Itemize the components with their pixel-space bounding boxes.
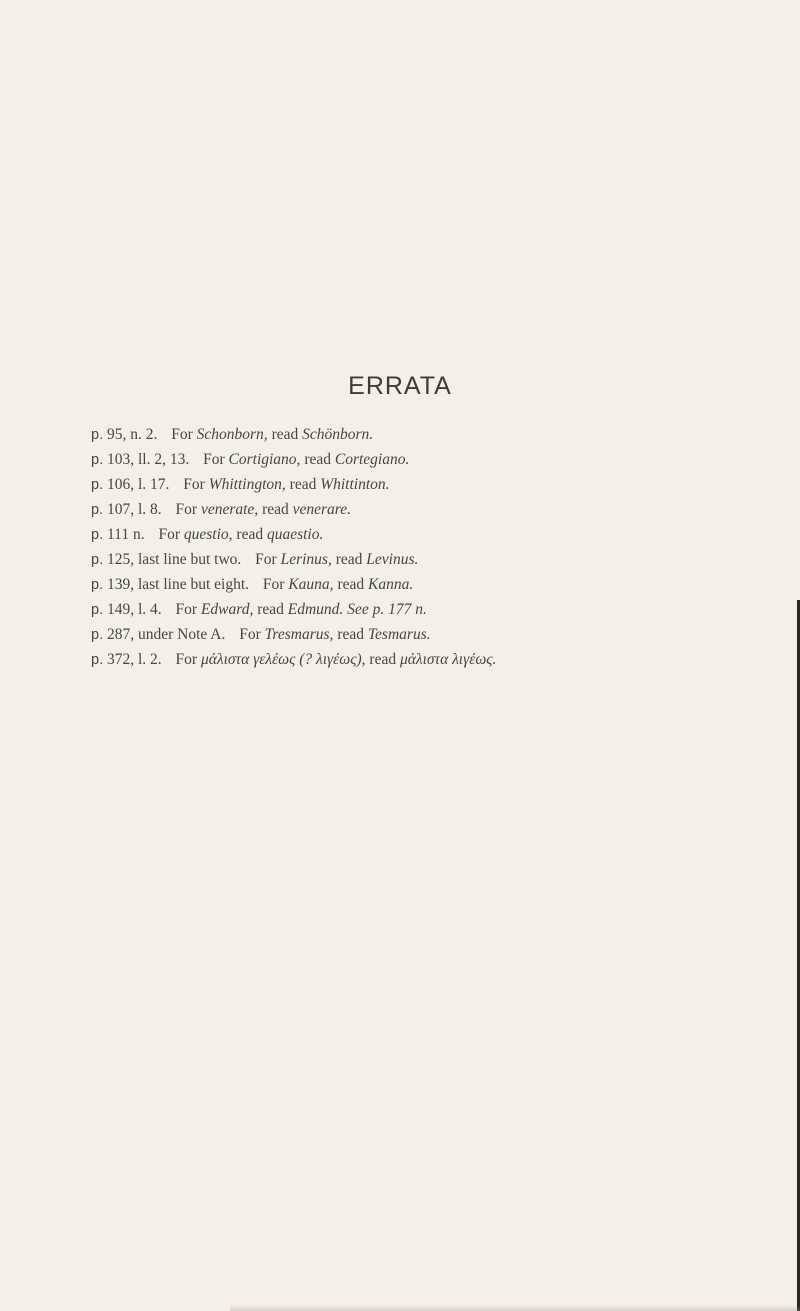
read-label: read bbox=[271, 426, 299, 443]
correct-reading: Kanna. bbox=[367, 576, 414, 593]
errata-entry bbox=[91, 472, 796, 497]
page-bottom-shadow bbox=[230, 1305, 800, 1311]
read-label: read bbox=[369, 651, 397, 668]
for-label: For bbox=[183, 476, 205, 493]
read-label: read bbox=[262, 501, 289, 518]
for-label: For bbox=[255, 551, 277, 568]
page-abbrev: p. bbox=[91, 452, 104, 468]
correct-reading: Edmund. bbox=[287, 601, 344, 618]
page-abbrev: p. bbox=[91, 577, 104, 593]
correct-reading: Whittinton. bbox=[320, 476, 390, 493]
correct-reading: Tesmarus. bbox=[367, 626, 431, 643]
location-ref: 287, under Note A. bbox=[106, 626, 226, 643]
read-label: read bbox=[337, 626, 364, 643]
errata-entry bbox=[91, 572, 796, 597]
page-abbrev: p. bbox=[91, 427, 104, 443]
location-ref: 95, n. 2. bbox=[106, 426, 158, 443]
wrong-reading: questio, bbox=[183, 526, 233, 543]
correct-reading: quaestio. bbox=[266, 526, 324, 543]
wrong-reading: Kauna, bbox=[288, 576, 334, 593]
errata-list bbox=[91, 422, 796, 672]
for-label: For bbox=[175, 651, 198, 668]
correct-reading: Schönborn. bbox=[302, 426, 374, 443]
correct-reading: venerare. bbox=[292, 501, 351, 518]
errata-entry bbox=[91, 622, 796, 647]
wrong-reading: Lerinus, bbox=[280, 551, 332, 568]
errata-entry bbox=[91, 647, 796, 672]
location-ref: 111 n. bbox=[106, 526, 145, 543]
location-ref: 107, l. 8. bbox=[106, 501, 162, 518]
page-abbrev: p. bbox=[91, 502, 104, 518]
errata-entry bbox=[91, 447, 796, 472]
read-label: read bbox=[236, 526, 264, 543]
wrong-reading: Whittington, bbox=[208, 476, 286, 493]
for-label: For bbox=[239, 626, 261, 643]
page-abbrev: p. bbox=[91, 602, 104, 618]
errata-entry bbox=[91, 547, 796, 572]
location-ref: 125, last line but two. bbox=[106, 551, 242, 568]
for-label: For bbox=[175, 601, 198, 618]
location-ref: 139, last line but eight. bbox=[106, 576, 250, 593]
page-abbrev: p. bbox=[91, 477, 104, 493]
page-abbrev: p. bbox=[91, 527, 104, 543]
read-label: read bbox=[257, 601, 284, 618]
errata-entry bbox=[91, 597, 796, 622]
location-ref: 103, ll. 2, 13. bbox=[106, 451, 190, 468]
for-label: For bbox=[203, 451, 225, 468]
wrong-reading: Schonborn, bbox=[196, 426, 268, 443]
for-label: For bbox=[175, 501, 198, 518]
for-label: For bbox=[171, 426, 193, 443]
page-abbrev: p. bbox=[91, 552, 104, 568]
errata-entry bbox=[91, 522, 796, 547]
location-ref: 372, l. 2. bbox=[106, 651, 162, 668]
correct-reading: Cortegiano. bbox=[334, 451, 410, 468]
read-label: read bbox=[335, 551, 363, 568]
correct-reading: μάλιστα λιγέως. bbox=[399, 651, 497, 668]
for-label: For bbox=[262, 576, 285, 593]
read-label: read bbox=[337, 576, 365, 593]
wrong-reading: Edward, bbox=[200, 601, 254, 618]
location-ref: 149, l. 4. bbox=[106, 601, 162, 618]
wrong-reading: Tresmarus, bbox=[264, 626, 334, 643]
errata-entry bbox=[91, 497, 796, 522]
wrong-reading: Cortigiano, bbox=[228, 451, 301, 468]
wrong-reading: venerate, bbox=[200, 501, 259, 518]
read-label: read bbox=[304, 451, 331, 468]
page-title: ERRATA bbox=[348, 372, 452, 400]
errata-entry bbox=[91, 422, 796, 447]
correct-reading: Levinus. bbox=[366, 551, 419, 568]
read-label: read bbox=[289, 476, 317, 493]
location-ref: 106, l. 17. bbox=[106, 476, 170, 493]
cross-reference: See p. 177 n. bbox=[347, 601, 427, 618]
page-abbrev: p. bbox=[91, 627, 104, 643]
for-label: For bbox=[158, 526, 180, 543]
wrong-reading: μάλιστα γελέως (? λιγέως), bbox=[200, 651, 366, 668]
page-abbrev: p. bbox=[91, 652, 104, 668]
